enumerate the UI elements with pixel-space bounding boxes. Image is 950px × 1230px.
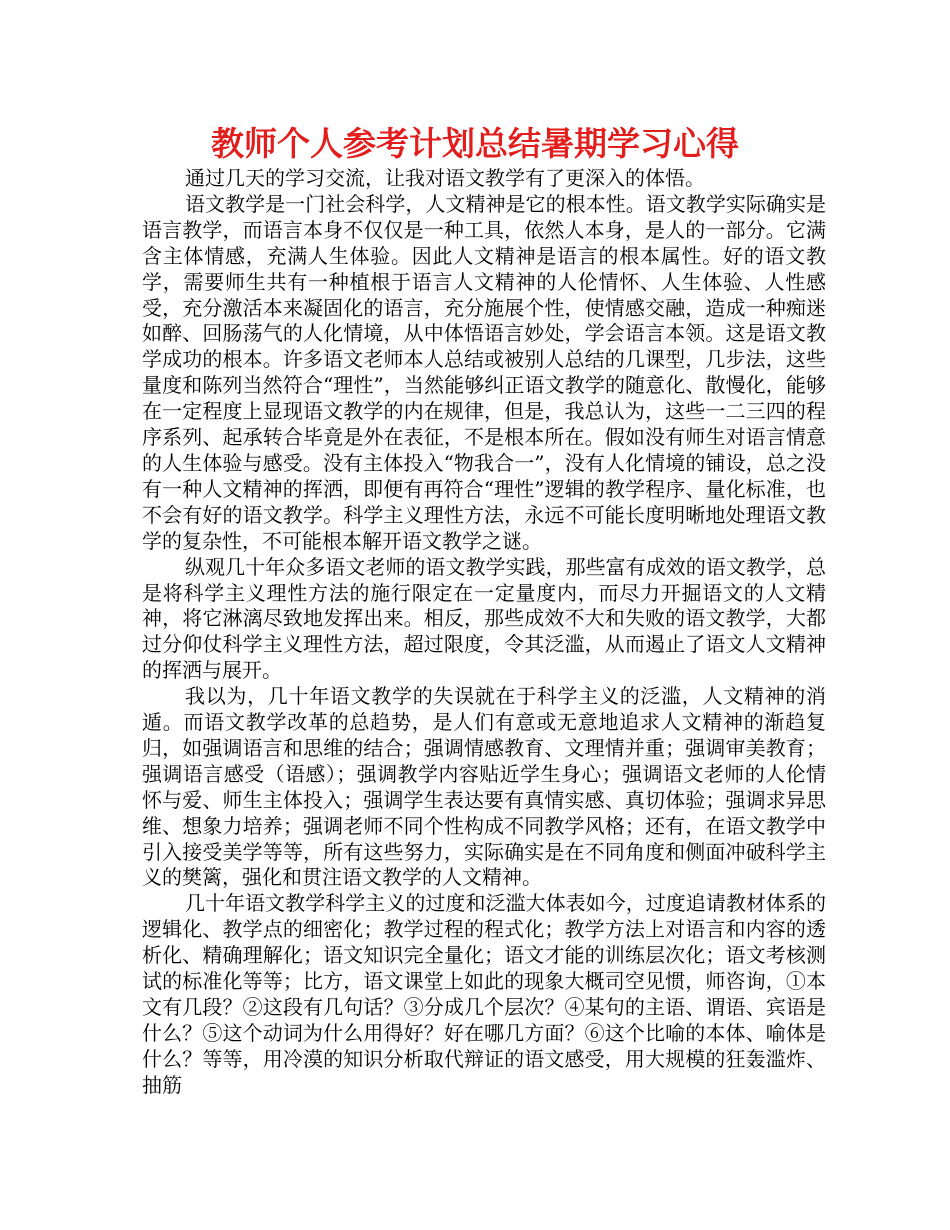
document-body <box>142 166 826 1099</box>
paragraph: 纵观几十年众多语文老师的语文教学实践，那些富有成效的语文教学，总是将科学主义理性方法的施行限定在一定量度内，而尽力开掘语文的人文精神，将它淋漓尽致地发挥出来。相反，那些成效不大和失败的语文教学，大都过分仰仗科学主义理性方法，超过限度，令其泛滥，从而遏止了语文人文精神的挥洒与展开。 <box>142 554 826 683</box>
document-title: 教师个人参考计划总结暑期学习心得 <box>211 124 739 163</box>
paragraph: 语文教学是一门社会科学，人文精神是它的根本性。语文教学实际确实是语言教学，而语言本身不仅仅是一种工具，依然人本身，是人的一部分。它满含主体情感，充满人生体验。因此人文精神是语言的根本属性。好的语文教学，需要师生共有一种植根于语言人文精神的人伦情怀、人生体验、人性感受，充分激活本来凝固化的语言，充分施展个性，使情感交融，造成一种痴迷如醉、回肠荡气的人化情境，从中体悟语言妙处，学会语言本领。这是语文教学成功的根本。许多语文老师本人总结或被别人总结的几课型，几步法，这些量度和陈列当然符合“理性”，当然能够纠正语文教学的随意化、散慢化，能够在一定程度上显现语文教学的内在规律，但是，我总认为，这些一二三四的程序系列、起承转合毕竟是外在表征，不是根本所在。假如没有师生对语言情意的人生体验与感受。没有主体投入“物我合一”，没有人化情境的铺设，总之没有一种人文精神的挥洒，即便有再符合“理性”逻辑的教学程序、量化标准，也不会有好的语文教学。科学主义理性方法，永远不可能长度明晰地处理语文教学的复杂性，不可能根本解开语文教学之谜。 <box>142 191 826 553</box>
paragraph: 通过几天的学习交流，让我对语文教学有了更深入的体悟。 <box>185 166 705 190</box>
paragraph: 我以为，几十年语文教学的失误就在于科学主义的泛滥，人文精神的消遁。而语文教学改革的总趋势，是人们有意或无意地追求人文精神的渐趋复归，如强调语言和思维的结合；强调情感教育、文理情并重；强调审美教育；强调语言感受（语感）；强调教学内容贴近学生身心；强调语文老师的人伦情怀与爱、师生主体投入；强调学生表达要有真情实感、真切体验；强调求异思维、想象力培养；强调老师不同个性构成不同教学风格；还有，在语文教学中引入接受美学等等，所有这些努力，实际确实是在不同角度和侧面冲破科学主义的樊篱，强化和贯注语文教学的人文精神。 <box>142 684 826 890</box>
paragraph: 几十年语文教学科学主义的过度和泛滥大体表如今，过度追请教材体系的逻辑化、教学点的细密化；教学过程的程式化；教学方法上对语言和内容的透析化、精确理解化；语文知识完全量化；语文才能的训练层次化；语文考核测试的标准化等等；比方，语文课堂上如此的现象大概司空见惯，师咨询，①本文有几段？②这段有几句话？③分成几个层次？④某句的主语、谓语、宾语是什么？⑤这个动词为什么用得好？好在哪几方面？⑥这个比喻的本体、喻体是什么？等等，用冷漠的知识分析取代辩证的语文感受，用大规模的狂轰滥炸、抽筋 <box>142 891 826 1097</box>
